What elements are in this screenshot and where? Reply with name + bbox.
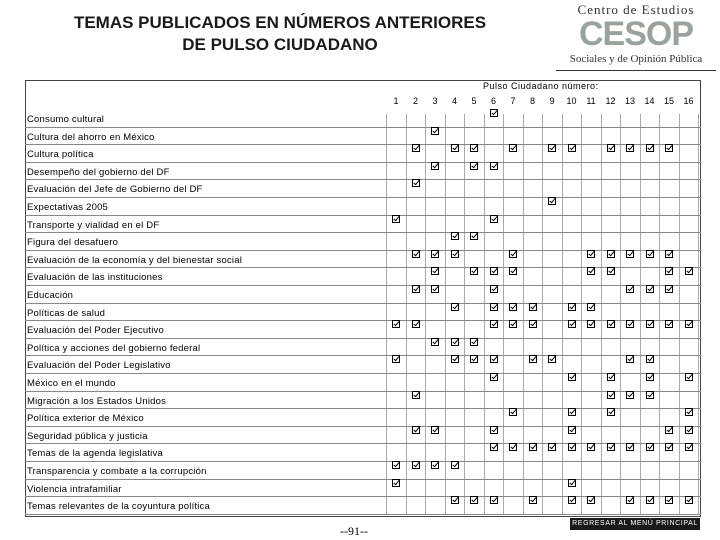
checkbox-icon [587, 250, 595, 258]
checkbox-icon [587, 496, 595, 504]
checkbox-icon [626, 391, 634, 399]
checkbox-icon [665, 285, 673, 293]
column-number-8: 8 [529, 96, 535, 106]
checkbox-icon [587, 443, 595, 451]
checkbox-icon [646, 250, 654, 258]
checkbox-icon [665, 496, 673, 504]
checkbox-icon [509, 320, 517, 328]
logo-big-text: CESOP [578, 15, 694, 53]
column-number-15: 15 [663, 96, 674, 106]
checkbox-icon [607, 267, 615, 275]
checkbox-icon [568, 144, 576, 152]
checkbox-icon [626, 320, 634, 328]
back-to-menu-button[interactable]: REGRESAR AL MENÚ PRINCIPAL [570, 518, 700, 530]
checkbox-icon [451, 144, 459, 152]
checkbox-icon [607, 373, 615, 381]
checkbox-icon [646, 355, 654, 363]
checkbox-icon [626, 443, 634, 451]
column-number-11: 11 [586, 96, 596, 106]
checkbox-icon [685, 496, 693, 504]
topic-label: Migración a los Estados Unidos [27, 395, 167, 407]
checkbox-icon [392, 355, 400, 363]
topic-label: Temas relevantes de la coyuntura política [27, 501, 210, 513]
checkbox-icon [529, 443, 537, 451]
checkbox-icon [568, 320, 576, 328]
column-number-3: 3 [432, 96, 438, 106]
checkbox-icon [490, 109, 498, 117]
checkbox-icon [470, 162, 478, 170]
checkbox-icon [412, 144, 420, 152]
checkbox-icon [470, 355, 478, 363]
checkbox-icon [490, 162, 498, 170]
checkbox-icon [646, 285, 654, 293]
topic-label: Cultura del ahorro en México [27, 131, 155, 143]
row-divider [25, 144, 701, 145]
column-divider [562, 114, 563, 515]
checkbox-icon [685, 320, 693, 328]
column-number-5: 5 [471, 96, 477, 106]
checkbox-icon [646, 391, 654, 399]
topic-label: Política y acciones del gobierno federal [27, 342, 201, 354]
checkbox-icon [607, 144, 615, 152]
topic-label: Evaluación del Jefe de Gobierno del DF [27, 184, 203, 196]
topic-label: Consumo cultural [27, 114, 105, 125]
topic-label: México en el mundo [27, 378, 116, 389]
checkbox-icon [490, 496, 498, 504]
checkbox-icon [470, 267, 478, 275]
checkbox-icon [431, 127, 439, 135]
row-divider [25, 250, 701, 251]
topic-label: Política exterior de México [27, 413, 144, 425]
checkbox-icon [607, 320, 615, 328]
checkbox-icon [548, 144, 556, 152]
column-divider [406, 114, 407, 515]
checkbox-icon [529, 303, 537, 311]
checkbox-icon [568, 479, 576, 487]
logo-divider [556, 70, 716, 71]
checkbox-icon [509, 144, 517, 152]
logo-bottom-text: Sociales y de Opinión Pública [569, 53, 703, 65]
checkbox-icon [412, 320, 420, 328]
checkbox-icon [490, 426, 498, 434]
column-divider [640, 114, 641, 515]
topic-label: Evaluación de las instituciones [27, 272, 163, 284]
row-divider [25, 127, 701, 128]
column-number-7: 7 [510, 96, 516, 106]
topic-label: Transparencia y combate a la corrupción [27, 466, 207, 477]
checkbox-icon [626, 144, 634, 152]
checkbox-icon [412, 426, 420, 434]
checkbox-icon [431, 250, 439, 258]
row-divider [25, 426, 701, 427]
cesop-logo [556, 2, 716, 68]
checkbox-icon [568, 443, 576, 451]
checkbox-icon [451, 232, 459, 240]
column-group-label: Pulso Ciudadano número: [483, 81, 599, 91]
checkbox-icon [626, 496, 634, 504]
checkbox-icon [587, 267, 595, 275]
checkbox-icon [431, 338, 439, 346]
row-divider [25, 232, 701, 233]
checkbox-icon [490, 215, 498, 223]
row-divider [25, 320, 701, 321]
checkbox-icon [646, 320, 654, 328]
column-divider [445, 114, 446, 515]
topic-label: Expectativas 2005 [27, 202, 109, 213]
topic-label: Cultura política [27, 149, 94, 161]
checkbox-icon [568, 426, 576, 434]
row-divider [25, 355, 701, 356]
row-divider [25, 338, 701, 339]
topic-label: Educación [27, 290, 74, 301]
checkbox-icon [412, 250, 420, 258]
column-number-12: 12 [605, 96, 616, 106]
checkbox-icon [490, 267, 498, 275]
checkbox-icon [607, 443, 615, 451]
topics-table [25, 80, 701, 517]
column-divider [464, 114, 465, 515]
checkbox-icon [685, 443, 693, 451]
row-divider [25, 496, 701, 497]
title-line-1: TEMAS PUBLICADOS EN NÚMEROS ANTERIORES [73, 13, 487, 32]
column-divider [425, 114, 426, 515]
checkbox-icon [685, 373, 693, 381]
column-number-1: 1 [393, 96, 399, 106]
column-divider [659, 114, 660, 515]
checkbox-icon [392, 320, 400, 328]
checkbox-icon [626, 250, 634, 258]
column-divider [484, 114, 485, 515]
checkbox-icon [451, 461, 459, 469]
checkbox-icon [665, 426, 673, 434]
checkbox-icon [646, 373, 654, 381]
checkbox-icon [392, 215, 400, 223]
row-divider [25, 408, 701, 409]
checkbox-icon [607, 250, 615, 258]
checkbox-icon [665, 320, 673, 328]
checkbox-icon [529, 496, 537, 504]
checkbox-icon [568, 496, 576, 504]
topic-label: Figura del desafuero [27, 237, 119, 249]
row-divider [25, 443, 701, 444]
checkbox-icon [646, 496, 654, 504]
checkbox-icon [607, 408, 615, 416]
checkbox-icon [431, 461, 439, 469]
column-number-14: 14 [644, 96, 655, 106]
checkbox-icon [490, 320, 498, 328]
checkbox-icon [685, 408, 693, 416]
checkbox-icon [431, 426, 439, 434]
topic-label: Evaluación del Poder Ejecutivo [27, 325, 164, 337]
column-divider [523, 114, 524, 515]
checkbox-icon [509, 408, 517, 416]
checkbox-icon [431, 162, 439, 170]
column-divider [620, 114, 621, 515]
checkbox-icon [665, 250, 673, 258]
checkbox-icon [509, 267, 517, 275]
checkbox-icon [568, 373, 576, 381]
column-number-9: 9 [549, 96, 555, 106]
checkbox-icon [412, 391, 420, 399]
checkbox-icon [548, 197, 556, 205]
checkbox-icon [451, 250, 459, 258]
topic-label: Desempeño del gobierno del DF [27, 166, 170, 178]
page-title [30, 12, 530, 56]
checkbox-icon [451, 355, 459, 363]
checkbox-icon [431, 267, 439, 275]
topic-label: Transporte y vialidad en el DF [27, 219, 160, 231]
checkbox-icon [392, 479, 400, 487]
column-divider [679, 114, 680, 515]
column-number-2: 2 [412, 96, 418, 106]
topic-label: Seguridad pública y justicia [27, 430, 148, 442]
column-divider [542, 114, 543, 515]
topic-label: Políticas de salud [27, 307, 106, 319]
checkbox-icon [665, 443, 673, 451]
checkbox-icon [646, 144, 654, 152]
checkbox-icon [431, 285, 439, 293]
checkbox-icon [587, 303, 595, 311]
checkbox-icon [548, 443, 556, 451]
checkbox-icon [509, 443, 517, 451]
checkbox-icon [412, 461, 420, 469]
checkbox-icon [490, 303, 498, 311]
checkbox-icon [392, 461, 400, 469]
row-divider [25, 391, 701, 392]
column-number-10: 10 [566, 96, 577, 106]
column-divider [698, 114, 699, 515]
checkbox-icon [490, 355, 498, 363]
checkbox-icon [470, 232, 478, 240]
checkbox-icon [470, 144, 478, 152]
checkbox-icon [568, 303, 576, 311]
column-divider [601, 114, 602, 515]
checkbox-icon [509, 250, 517, 258]
checkbox-icon [509, 303, 517, 311]
column-number-4: 4 [451, 96, 457, 106]
row-divider [25, 514, 701, 515]
checkbox-icon [490, 285, 498, 293]
checkbox-icon [529, 320, 537, 328]
checkbox-icon [412, 285, 420, 293]
checkbox-icon [685, 426, 693, 434]
column-divider [503, 114, 504, 515]
row-divider [25, 267, 701, 268]
checkbox-icon [470, 338, 478, 346]
row-divider [25, 197, 701, 198]
checkbox-icon [490, 443, 498, 451]
checkbox-icon [548, 355, 556, 363]
topic-label: Evaluación de la economía y del bienestar social [27, 254, 243, 266]
checkbox-icon [665, 144, 673, 152]
topic-label: Violencia intrafamiliar [27, 483, 122, 495]
checkbox-icon [587, 320, 595, 328]
checkbox-icon [646, 443, 654, 451]
checkbox-icon [568, 408, 576, 416]
column-number-13: 13 [624, 96, 635, 106]
column-divider [386, 114, 387, 515]
checkbox-icon [470, 496, 478, 504]
topic-label: Temas de la agenda legislativa [27, 448, 163, 460]
column-number-16: 16 [683, 96, 694, 106]
topic-label: Evaluación del Poder Legislativo [27, 360, 171, 372]
row-divider [25, 479, 701, 480]
row-divider [25, 162, 701, 163]
row-divider [25, 285, 701, 286]
checkbox-icon [607, 391, 615, 399]
row-divider [25, 303, 701, 304]
checkbox-icon [451, 338, 459, 346]
row-divider [25, 215, 701, 216]
title-line-2: DE PULSO CIUDADANO [182, 35, 378, 54]
checkbox-icon [665, 267, 673, 275]
row-divider [25, 461, 701, 462]
checkbox-icon [412, 179, 420, 187]
checkbox-icon [626, 355, 634, 363]
checkbox-icon [451, 303, 459, 311]
checkbox-icon [451, 496, 459, 504]
column-divider [581, 114, 582, 515]
row-divider [25, 179, 701, 180]
logo-top-text: Centro de Estudios [577, 2, 695, 17]
checkbox-icon [529, 355, 537, 363]
checkbox-icon [490, 373, 498, 381]
row-divider [25, 373, 701, 374]
checkbox-icon [685, 267, 693, 275]
column-number-6: 6 [490, 96, 496, 106]
checkbox-icon [626, 285, 634, 293]
page-number: --91-- [340, 524, 368, 538]
